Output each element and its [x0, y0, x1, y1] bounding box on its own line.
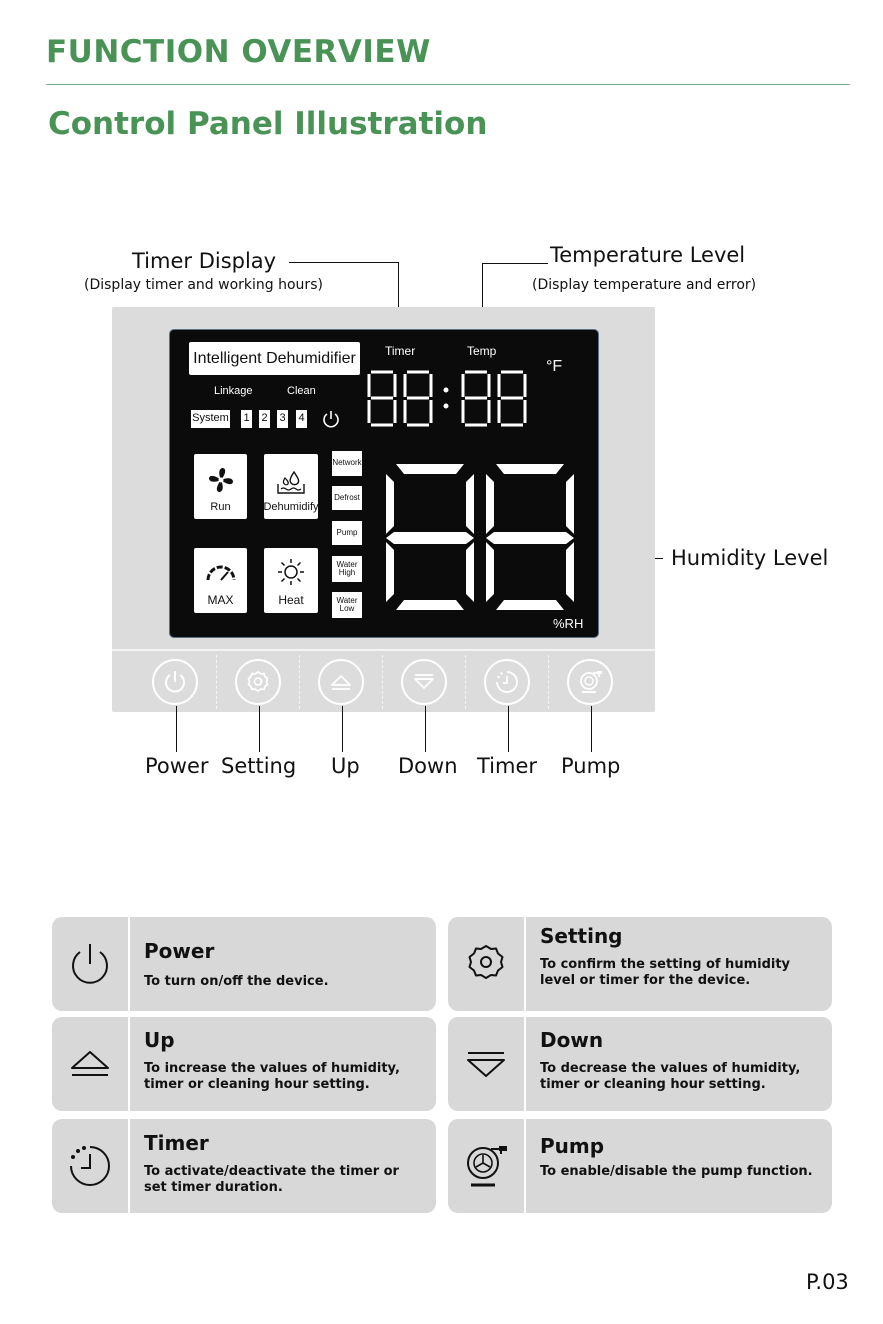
clean-level-indicator: 2 [259, 410, 270, 428]
timer-button-ring [484, 659, 530, 705]
relative-humidity-unit: %RH [553, 616, 584, 631]
pump-card [448, 1119, 832, 1213]
fahrenheit-unit: °F [546, 358, 563, 375]
card-description: To confirm the setting of humidity level or timer for the device. [540, 957, 791, 988]
clean-level-indicator: 1 [241, 410, 252, 428]
power-card-icon-area [52, 917, 128, 1011]
power-indicator-icon [322, 410, 340, 428]
card-title: Setting [540, 924, 623, 948]
temp-label: Temp [467, 344, 497, 358]
clean-level-indicator: 3 [277, 410, 288, 428]
leader-line [342, 706, 343, 752]
power-icon [66, 940, 114, 988]
clean-label: Clean [287, 385, 316, 397]
power-button-ring [152, 659, 198, 705]
down-icon [464, 1042, 508, 1086]
power-icon [162, 669, 188, 695]
power-button[interactable] [133, 655, 216, 709]
linkage-label: Linkage [214, 385, 253, 397]
control-panel [112, 307, 655, 712]
card-title: Timer [144, 1131, 209, 1155]
down-card [448, 1017, 832, 1111]
defrost-indicator: Defrost [332, 486, 362, 510]
card-description: To enable/disable the pump function. [540, 1164, 813, 1179]
leader-line [176, 706, 177, 752]
lcd-display [169, 329, 599, 638]
dehumidify-indicator [264, 454, 318, 519]
dehumidify-label: Dehumidify [263, 501, 319, 513]
card-description: To increase the values of humidity, timer or cleaning hour setting. [144, 1061, 400, 1092]
run-label: Run [210, 501, 231, 513]
title-divider [46, 84, 850, 85]
card-divider [524, 917, 526, 1011]
heat-indicator [264, 548, 318, 613]
down-button-label: Down [398, 754, 458, 778]
pump-icon [576, 668, 604, 696]
power-card [52, 917, 436, 1011]
up-button-ring [318, 659, 364, 705]
system-indicator: System [191, 410, 230, 428]
gauge-icon [204, 563, 238, 583]
timer-card-icon-area [52, 1119, 128, 1213]
down-icon [411, 669, 437, 695]
setting-card-icon-area [448, 917, 524, 1011]
leader-line [425, 706, 426, 752]
page-number: P.03 [806, 1270, 849, 1294]
card-title: Pump [540, 1134, 605, 1158]
water-low-indicator: Water Low [332, 592, 362, 618]
up-button-label: Up [331, 754, 360, 778]
max-label: MAX [207, 593, 234, 607]
up-icon [328, 669, 354, 695]
pump-card-icon-area [448, 1119, 524, 1213]
heat-label: Heat [278, 593, 304, 607]
card-divider [524, 1119, 526, 1213]
card-divider [128, 1017, 130, 1111]
max-indicator [194, 548, 247, 613]
water-high-indicator: Water High [332, 556, 362, 582]
brand-label: Intelligent Dehumidifier [189, 342, 360, 375]
callout-humidity-level: Humidity Level [671, 546, 829, 570]
water-drop-icon [275, 469, 307, 497]
pump-indicator: Pump [332, 521, 362, 545]
up-card-icon-area [52, 1017, 128, 1111]
page-title: FUNCTION OVERVIEW [46, 34, 431, 70]
timer-icon [494, 669, 520, 695]
card-divider [128, 1119, 130, 1213]
card-description: To activate/deactivate the timer or set timer duration. [144, 1164, 399, 1195]
pump-button-ring [567, 659, 613, 705]
run-indicator [194, 454, 247, 519]
timer-card [52, 1119, 436, 1213]
callout-temperature-level-note: (Display temperature and error) [532, 277, 757, 293]
down-button[interactable] [382, 655, 465, 709]
power-button-label: Power [145, 754, 209, 778]
pump-button[interactable] [548, 655, 631, 709]
callout-temperature-level: Temperature Level [550, 243, 746, 267]
callout-timer-display: Timer Display [132, 249, 277, 273]
up-button[interactable] [299, 655, 382, 709]
gear-icon [464, 942, 508, 986]
up-card [52, 1017, 436, 1111]
timer-label: Timer [385, 344, 416, 358]
setting-card [448, 917, 832, 1011]
card-divider [128, 917, 130, 1011]
leader-line [259, 706, 260, 752]
timer-icon [66, 1142, 114, 1190]
card-title: Power [144, 939, 215, 963]
sun-icon [277, 558, 305, 586]
pump-icon [461, 1141, 511, 1191]
clean-level-indicator: 4 [296, 410, 307, 428]
callout-timer-display-note: (Display timer and working hours) [84, 277, 323, 293]
down-card-icon-area [448, 1017, 524, 1111]
setting-button[interactable] [216, 655, 299, 709]
setting-button-label: Setting [221, 754, 297, 778]
clock-seven-segment [365, 368, 535, 428]
setting-button-ring [235, 659, 281, 705]
timer-button[interactable] [465, 655, 548, 709]
gear-icon [245, 669, 271, 695]
section-title: Control Panel Illustration [48, 106, 488, 142]
card-description: To decrease the values of humidity, timer or cleaning hour setting. [540, 1061, 801, 1092]
leader-line [591, 706, 592, 752]
leader-line [508, 706, 509, 752]
timer-button-label: Timer [477, 754, 538, 778]
leader-line [482, 263, 548, 264]
card-title: Up [144, 1028, 175, 1052]
card-title: Down [540, 1028, 604, 1052]
down-button-ring [401, 659, 447, 705]
pump-button-label: Pump [561, 754, 621, 778]
card-divider [524, 1017, 526, 1111]
fan-icon [206, 465, 236, 495]
button-row [112, 649, 655, 712]
network-indicator: Network [332, 451, 362, 476]
leader-line [289, 262, 399, 263]
humidity-seven-segment [380, 462, 580, 610]
up-icon [68, 1042, 112, 1086]
card-description: To turn on/off the device. [144, 974, 329, 989]
